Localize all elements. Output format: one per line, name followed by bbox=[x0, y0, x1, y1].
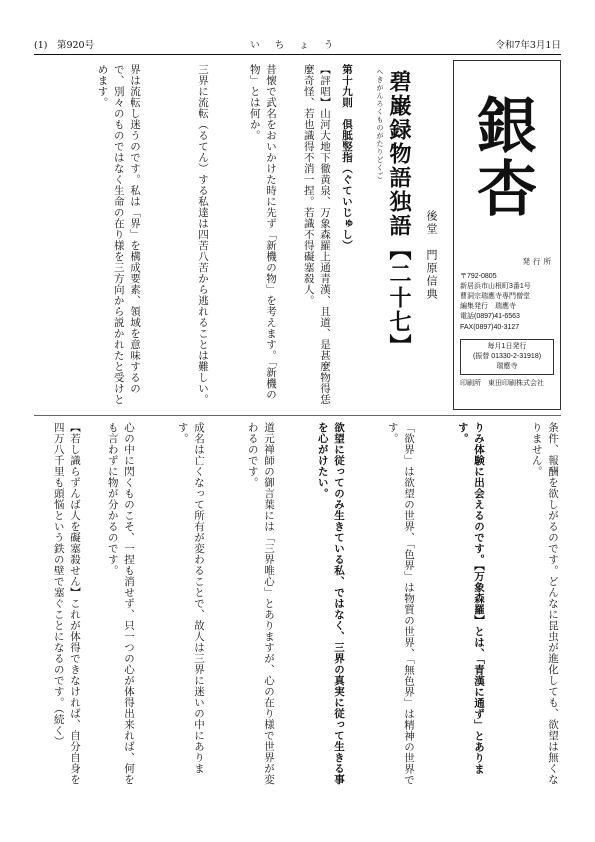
zip: 〒792-0805 bbox=[460, 272, 497, 280]
transfer-name: 瑞應寺 bbox=[496, 363, 518, 370]
text-column: 成名は亡くなって所有が変わることで、故人は三界に迷いの中にあります。 bbox=[176, 422, 205, 774]
text-column: 欲望に従ってのみ生きている私、ではなく、三界の真実に従って生きる事を心がけたい。 bbox=[316, 422, 345, 785]
masthead-logo bbox=[458, 65, 556, 253]
article-title: 碧巌録物語独語【二十七】 bbox=[386, 70, 412, 358]
title-ruby: へきがんろくものがたりどくご bbox=[376, 68, 384, 180]
masthead bbox=[453, 60, 561, 410]
text-column: 昔懐で武名をおいかけた時に先ず「新機の物」を考えます。「新機の物」とは何か。 bbox=[248, 64, 277, 400]
text-column: 道元禅師の御言葉には「三界唯心」とありますが、心の在り様で世界が変わるのです。 bbox=[246, 422, 275, 785]
text-column: 条件、報酬を欲しがるのです。どんなに昆虫が進化しても、欲望は無くなりません。 bbox=[530, 422, 559, 785]
article-author: 後堂 門原信典 bbox=[425, 210, 438, 301]
transfer-account: (振替 01330-2-31918) bbox=[472, 352, 542, 360]
text-column: 第十九則 倶胝竪指（ぐていじゅし） bbox=[341, 64, 353, 251]
header-rule bbox=[34, 54, 561, 55]
section-rule bbox=[34, 415, 561, 416]
text-column: 【若し識らずんば人を礙塞殺せん】これが体得できなければ、自分自身を四万八千里も頭悩という鉄の壁で塞ぐことになるのです。（続く） bbox=[52, 422, 81, 785]
issue-number: (1) 第920号 bbox=[34, 40, 95, 51]
editor: 編集発行 瑞應寺 bbox=[460, 303, 516, 311]
page-header bbox=[34, 36, 561, 52]
publisher-info bbox=[460, 257, 554, 389]
printer: 印刷所 東田印刷株式会社 bbox=[460, 380, 544, 388]
frequency: 毎月1日発行 bbox=[487, 342, 527, 350]
address-2: 曹洞宗瑞應寺専門僧堂 bbox=[460, 293, 530, 301]
fax: FAX(0897)40-3127 bbox=[460, 323, 520, 331]
page-body bbox=[34, 60, 561, 796]
text-column: 【評唱】山河大地下徹黄泉、万象森羅上通青漢、且道、是甚麼物得恁麼奇怪、若也識得不消一捏。若識不得礙塞殺人。 bbox=[302, 64, 331, 405]
newsletter-title: い ち ょ う bbox=[250, 40, 340, 51]
logo-char-2: 杏 bbox=[477, 155, 537, 225]
text-column: 「欲界」は欲望の世界、「色界」は物質の世界、「無色界」は精神の世界です。 bbox=[386, 422, 415, 786]
publisher-label: 発行所 bbox=[522, 257, 554, 266]
logo-char-1: 銀 bbox=[477, 92, 537, 162]
text-column: りみ体験に出会えるのです。【万象森羅】とは、「青漢に通ず」とあります。 bbox=[456, 422, 485, 775]
text-column: 心の中に閃くものこそ、一捏も消せず、只一つの心が体得出来れば、何をも言わずに物が分かるのです。 bbox=[106, 422, 135, 785]
address-1: 新居浜市山根町3番1号 bbox=[460, 283, 531, 291]
article-title-block bbox=[365, 60, 445, 410]
subscription-box bbox=[460, 339, 554, 375]
text-column: 三界に流転（るてん）する私達は四苦八苦から逃れることは難しい。 bbox=[197, 64, 209, 405]
tel: 電話(0897)41-6563 bbox=[460, 313, 520, 321]
text-column: 界は流転し迷うのです。私は「界」を構成要素、領域を意味するので、別々のものではなく生命の在り様を三方向から説かれたと受けとめます。 bbox=[96, 64, 141, 405]
issue-date: 令和7年3月1日 bbox=[495, 40, 561, 51]
